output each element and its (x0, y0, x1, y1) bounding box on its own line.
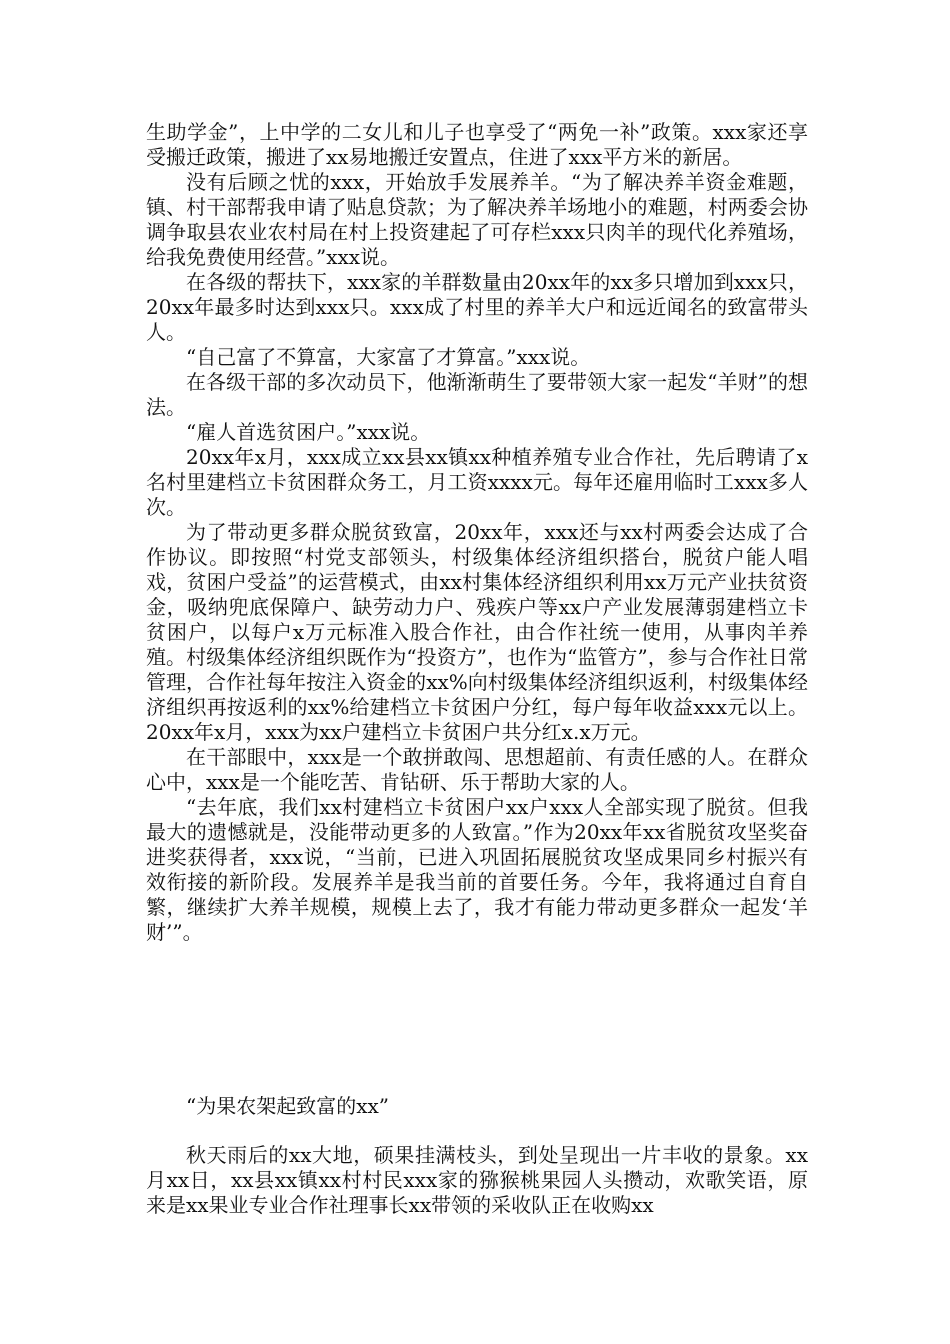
paragraph-10: “去年底，我们xx村建档立卡贫困户xx户xxx人全部实现了脱贫。但我最大的遗憾就是，没能带动更多的人致富。”作为20xx年xx省脱贫攻坚奖奋进奖获得者，xxx说，“当前，已进入巩固拓展脱贫攻坚成果同乡村振兴有效衔接的新阶段。发展养羊是我当前的首要任务。今年，我将通过自育自繁，继续扩大养羊规模，规模上去了，我才有能力带动更多群众一起发‘羊财’”。 (146, 795, 808, 944)
section-title: “为果农架起致富的xx” (186, 1094, 390, 1118)
paragraph-5: 在各级干部的多次动员下，他渐渐萌生了要带领大家一起发“羊财”的想法。 (146, 370, 808, 419)
paragraph-2: 没有后顾之忧的xxx，开始放手发展养羊。“为了解决养羊资金难题，镇、村干部帮我申请了贴息贷款；为了解决养羊场地小的难题，村两委会协调争取县农业农村局在村上投资建起了可存栏xxx只肉羊的现代化养殖场，给我免费使用经营。”xxx说。 (146, 170, 808, 269)
section-paragraph-1: 秋天雨后的xx大地，硕果挂满枝头，到处呈现出一片丰收的景象。xx月xx日，xx县xx镇xx村村民xxx家的猕猴桃果园人头攒动，欢歌笑语，原来是xx果业专业合作社理事长xx带领的采收队正在收购xx (146, 1143, 808, 1217)
paragraph-8: 为了带动更多群众脱贫致富，20xx年，xxx还与xx村两委会达成了合作协议。即按照“村党支部领头，村级集体经济组织搭台，脱贫户能人唱戏，贫困户受益”的运营模式，由xx村集体经济组织利用xx万元产业扶贫资金，吸纳兜底保障户、缺劳动力户、残疾户等xx户产业发展薄弱建档立卡贫困户，以每户x万元标准入股合作社，由合作社统一使用，从事肉羊养殖。村级集体经济组织既作为“投资方”，也作为“监管方”，参与合作社日常管理，合作社每年按注入资金的xx%向村级集体经济组织返利，村级集体经济组织再按返利的xx%给建档立卡贫困户分红，每户每年收益xxx元以上。20xx年x月，xxx为xx户建档立卡贫困户共分红x.x万元。 (146, 520, 808, 744)
section-body (146, 1143, 808, 1218)
paragraph-7: 20xx年x月，xxx成立xx县xx镇xx种植养殖专业合作社，先后聘请了x名村里建档立卡贫困群众务工，月工资xxxx元。每年还雇用临时工xxx多人次。 (146, 445, 808, 519)
paragraph-9: 在干部眼中，xxx是一个敢拼敢闯、思想超前、有责任感的人。在群众心中，xxx是一个能吃苦、肯钻研、乐于帮助大家的人。 (146, 745, 808, 794)
paragraph-3: 在各级的帮扶下，xxx家的羊群数量由20xx年的xx多只增加到xxx只，20xx年最多时达到xxx只。xxx成了村里的养羊大户和远近闻名的致富带头人。 (146, 270, 808, 344)
paragraph-4: “自己富了不算富，大家富了才算富。”xxx说。 (186, 345, 591, 369)
paragraph-6: “雇人首选贫困户。”xxx说。 (186, 420, 431, 444)
article-body (146, 120, 808, 945)
paragraph-1: 生助学金”，上中学的二女儿和儿子也享受了“两免一补”政策。xxx家还享受搬迁政策，搬进了xx易地搬迁安置点，住进了xxx平方米的新居。 (146, 120, 808, 169)
